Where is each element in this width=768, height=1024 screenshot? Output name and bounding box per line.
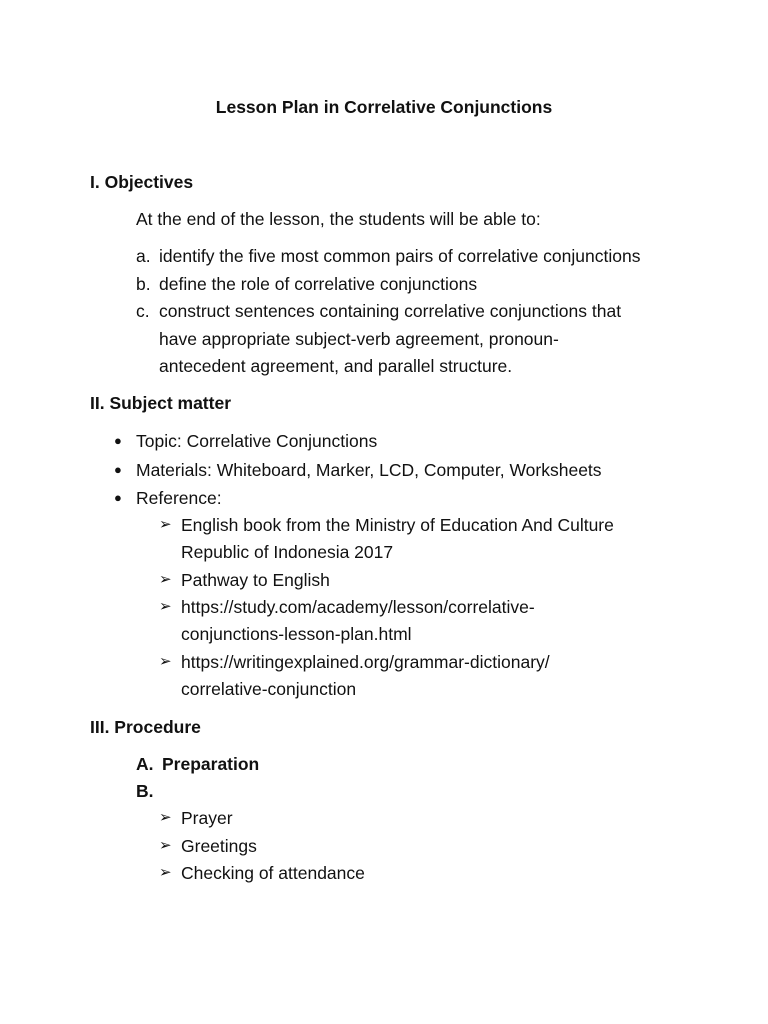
reference-1-line-1: English book from the Ministry of Education And Culture bbox=[181, 515, 614, 535]
reference-1-line-2: Republic of Indonesia 2017 bbox=[181, 542, 394, 562]
reference-4-line-1: https://writingexplained.org/grammar-dictionary/ bbox=[181, 652, 550, 672]
bullet-icon: ● bbox=[114, 433, 122, 448]
procedure-a-marker: A. bbox=[136, 754, 154, 774]
objective-marker-c: c. bbox=[136, 301, 150, 321]
arrow-bullet-icon: ➢ bbox=[159, 598, 172, 615]
arrow-bullet-icon: ➢ bbox=[159, 516, 172, 533]
reference-4-line-2: correlative-conjunction bbox=[181, 679, 357, 699]
objective-c-line-3: antecedent agreement, and parallel structure. bbox=[159, 356, 513, 376]
procedure-b-marker: B. bbox=[136, 781, 154, 801]
arrow-bullet-icon: ➢ bbox=[159, 571, 172, 588]
arrow-bullet-icon: ➢ bbox=[159, 864, 172, 881]
bullet-icon: ● bbox=[114, 462, 122, 477]
subject-topic: Topic: Correlative Conjunctions bbox=[136, 431, 378, 451]
arrow-bullet-icon: ➢ bbox=[159, 837, 172, 854]
objective-marker-b: b. bbox=[136, 274, 151, 294]
reference-3-line-2: conjunctions-lesson-plan.html bbox=[181, 624, 412, 644]
objective-marker-a: a. bbox=[136, 246, 151, 266]
procedure-heading: III. Procedure bbox=[90, 717, 201, 737]
procedure-item-attendance: Checking of attendance bbox=[181, 863, 365, 883]
objective-b-line-1: define the role of correlative conjunctions bbox=[159, 274, 478, 294]
bullet-icon: ● bbox=[114, 490, 122, 505]
arrow-bullet-icon: ➢ bbox=[159, 809, 172, 826]
procedure-item-greetings: Greetings bbox=[181, 836, 257, 856]
subject-matter-heading: II. Subject matter bbox=[90, 393, 232, 413]
subject-materials: Materials: Whiteboard, Marker, LCD, Computer, Worksheets bbox=[136, 460, 602, 480]
arrow-bullet-icon: ➢ bbox=[159, 653, 172, 670]
objectives-intro: At the end of the lesson, the students will be able to: bbox=[136, 209, 541, 229]
reference-3-line-1: https://study.com/academy/lesson/correlative- bbox=[181, 597, 535, 617]
objective-c-line-1: construct sentences containing correlative conjunctions that bbox=[159, 301, 622, 321]
objective-c-line-2: have appropriate subject-verb agreement, pronoun- bbox=[159, 329, 559, 349]
objectives-heading: I. Objectives bbox=[90, 172, 194, 192]
document-title: Lesson Plan in Correlative Conjunctions bbox=[215, 97, 553, 117]
reference-2-line-1: Pathway to English bbox=[181, 570, 330, 590]
procedure-a-label: Preparation bbox=[162, 754, 260, 774]
procedure-item-prayer: Prayer bbox=[181, 808, 233, 828]
subject-reference-label: Reference: bbox=[136, 488, 222, 508]
objective-a-line-1: identify the five most common pairs of correlative conjunctions bbox=[159, 246, 641, 266]
